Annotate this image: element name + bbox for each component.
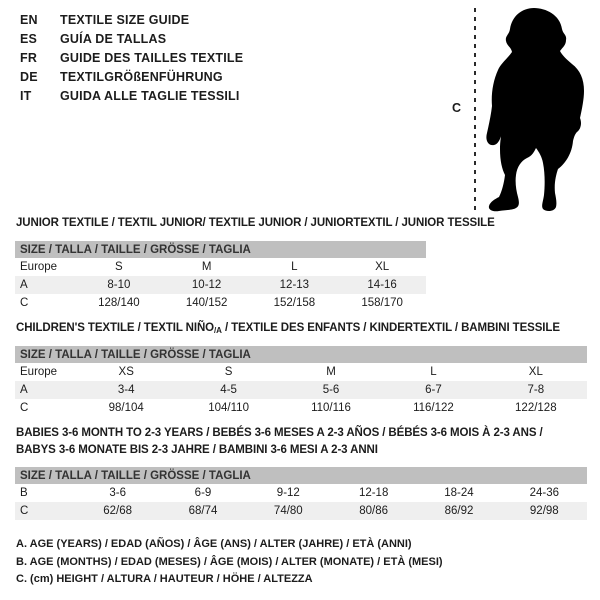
language-row-fr [20, 48, 243, 67]
row-label: C [20, 297, 29, 309]
size-cell: S [224, 366, 233, 378]
row-label: Europe [20, 261, 58, 273]
age-cell: 24-36 [529, 487, 560, 499]
height-cell: 80/86 [359, 505, 389, 517]
row-label: A [20, 279, 28, 291]
age-cell: 18-24 [444, 487, 474, 499]
height-cell: 74/80 [273, 505, 303, 517]
height-cell: 68/74 [188, 505, 218, 517]
age-cell: 10-12 [191, 279, 222, 291]
size-cell: M [201, 261, 212, 273]
age-cell: 8-10 [107, 279, 131, 291]
row-label: A [20, 384, 28, 396]
height-cell: 98/104 [108, 402, 144, 414]
babies-size-table [15, 467, 587, 520]
language-code: DE [20, 69, 38, 84]
size-cell: XS [118, 366, 134, 378]
table-row-height [15, 502, 587, 520]
language-title: GUIDE DES TAILLES TEXTILE [60, 50, 244, 65]
age-cell: 4-5 [220, 384, 237, 396]
table-row-age [15, 276, 426, 294]
junior-size-table [15, 241, 426, 312]
size-cell: L [291, 261, 298, 273]
language-row-es [20, 29, 243, 48]
height-cell: 152/158 [273, 297, 316, 309]
table-row-age-months [15, 484, 587, 502]
height-cell: 86/92 [444, 505, 474, 517]
children-table-title [16, 322, 560, 335]
height-measure-dashed-line [474, 8, 476, 212]
height-measure-label: C [452, 101, 462, 115]
language-title: GUIDA ALLE TAGLIE TESSILI [60, 88, 240, 103]
height-cell: 110/116 [311, 402, 351, 414]
language-title: GUÍA DE TALLAS [60, 31, 167, 46]
age-cell: 5-6 [322, 384, 340, 396]
age-cell: 3-4 [117, 384, 135, 396]
age-cell: 12-18 [358, 487, 389, 499]
babies-table-title [16, 425, 543, 459]
age-cell: 12-13 [279, 279, 310, 291]
height-cell: 122/128 [515, 402, 557, 414]
language-row-de [20, 67, 243, 86]
age-cell: 6-7 [425, 384, 442, 396]
age-cell: 6-9 [194, 487, 212, 499]
table-row-europe [15, 258, 426, 276]
toddler-silhouette-icon [486, 6, 596, 212]
size-cell: L [430, 366, 437, 378]
size-header-band: SIZE / TALLA / TAILLE / GRÖSSE / TAGLIA [15, 346, 587, 363]
note-age-months: B. AGE (MONTHS) / EDAD (MESES) / ÂGE (MOIS) / ALTER (MONATE) / ETÀ (MESI) [16, 555, 443, 568]
size-cell: M [326, 366, 336, 378]
row-label: C [20, 505, 29, 517]
legend-notes [16, 536, 443, 589]
babies-title-line1: BABIES 3-6 MONTH TO 2-3 YEARS / BEBÉS 3-6 MESES A 2-3 AÑOS / BÉBÉS 3-6 MOIS À 2-3 ANS / [16, 427, 543, 439]
language-code: IT [20, 88, 32, 103]
children-title-suffix: / TEXTILE DES ENFANTS / KINDERTEXTIL / BAMBINI TESSILE [221, 322, 560, 334]
size-cell: XL [375, 261, 390, 273]
height-cell: 104/110 [208, 402, 249, 414]
table-row-height [15, 294, 426, 312]
row-label: B [20, 487, 28, 499]
note-age-years: A. AGE (YEARS) / EDAD (AÑOS) / ÂGE (ANS) / ALTER (JAHRE) / ETÀ (ANNI) [16, 538, 412, 550]
age-cell: 7-8 [527, 384, 545, 396]
height-cell: 62/68 [103, 505, 133, 517]
language-header [20, 10, 243, 105]
size-cell: XL [528, 366, 543, 378]
language-code: FR [20, 50, 38, 65]
children-title-subscript: /A [214, 326, 222, 335]
height-cell: 158/170 [361, 297, 403, 309]
children-size-table [15, 346, 587, 417]
language-title: TEXTILGRÖßENFÜHRUNG [60, 69, 223, 84]
children-title-prefix: CHILDREN'S TEXTILE / TEXTIL NIÑO [16, 322, 215, 334]
language-title: TEXTILE SIZE GUIDE [60, 12, 190, 27]
size-cell: S [115, 261, 123, 273]
row-label: Europe [20, 366, 58, 378]
junior-table-title: JUNIOR TEXTILE / TEXTIL JUNIOR/ TEXTILE JUNIOR / JUNIORTEXTIL / JUNIOR TESSILE [16, 217, 495, 229]
babies-title-line2: BABYS 3-6 MONATE BIS 2-3 JAHRE / BAMBINI 3-6 MESI A 2-3 ANNI [16, 444, 378, 456]
table-row-height [15, 399, 587, 417]
size-header-band: SIZE / TALLA / TAILLE / GRÖSSE / TAGLIA [15, 241, 426, 258]
age-cell: 9-12 [276, 487, 300, 499]
language-row-it [20, 86, 243, 105]
height-cell: 140/152 [185, 297, 228, 309]
language-code: ES [20, 31, 38, 46]
table-row-europe [15, 363, 587, 381]
language-code: EN [20, 12, 38, 27]
size-header-band: SIZE / TALLA / TAILLE / GRÖSSE / TAGLIA [15, 467, 587, 484]
height-cell: 92/98 [529, 505, 559, 517]
age-cell: 3-6 [109, 487, 126, 499]
note-height-cm: C. (cm) HEIGHT / ALTURA / HAUTEUR / HÖHE / ALTEZZA [16, 573, 313, 586]
height-cell: 116/122 [413, 402, 454, 414]
row-label: C [20, 402, 29, 414]
age-cell: 14-16 [367, 279, 397, 291]
table-row-age [15, 381, 587, 399]
height-cell: 128/140 [98, 297, 140, 309]
language-row-en [20, 10, 243, 29]
